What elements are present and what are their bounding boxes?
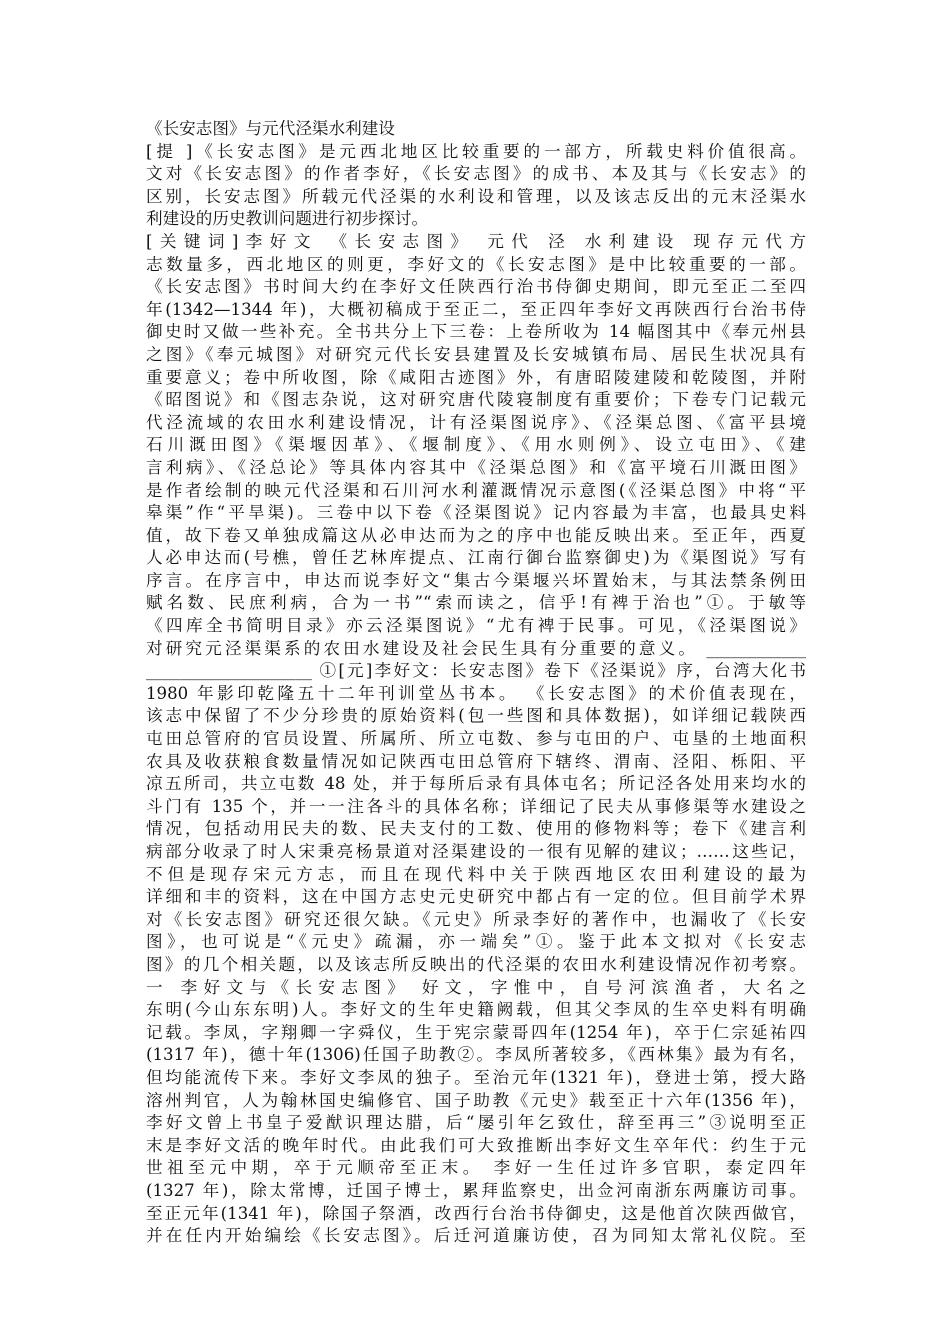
text-line: 一 李好文与《长安志图》 好文，字惟中，自号河滨渔者，大名之: [146, 977, 806, 997]
text-line: 不但是现存宋元方志，而且在现代料中关于陕西地区农田利建设的最为: [146, 864, 806, 884]
text-line: 是作者绘制的映元代泾渠和石川河水利灌溉情况示意图(《泾渠总图》中将“平: [146, 480, 806, 500]
text-line: 区别，长安志图》所载元代泾渠的水利设和管理，以及该志反出的元末泾渠水: [146, 186, 806, 206]
text-line: 序言。在序言中，申达而说李好文“集古今渠堰兴坏置始末，与其法禁条例田: [146, 570, 806, 590]
document-page: [146, 118, 806, 1248]
text-line: 人必申达而(号樵，曾任艺林库提点、江南行御台监察御史)为《渠图说》写有: [146, 548, 806, 568]
document-title: 《长安志图》与元代泾渠水利建设: [146, 119, 395, 138]
text-line: 图》，也可说是“《元史》疏漏，亦一端矣”①。鉴于此本文拟对《长安志: [146, 932, 806, 952]
text-line: 文对《长安志图》的作者李好，《长安志图》的成书、本及其与《长安志》的: [146, 164, 806, 184]
text-line: 对研究元泾渠渠系的农田水建设及社会民生具有分重要的意义。 ____________: [146, 638, 806, 658]
text-line: 图》的几个相关题，以及该志所反映出的代泾渠的农田水利建设情况作初考察。: [146, 954, 806, 974]
text-line: 石川溉田图》《渠堰因革》、《堰制度》、《用水则例》、设立屯田》、《建: [146, 435, 806, 455]
text-line: 详细和丰的资料，这在中国方志史元史研究中都占有一定的位。但目前学术界: [146, 887, 806, 907]
text-line: 斗门有 135 个，并一一注各斗的具体名称；详细记了民夫从事修渠等水建设之: [146, 796, 806, 816]
text-line: 并在任内开始编绘《长安志图》。后迁河道廉访使，召为同知太常礼仪院。至: [146, 1226, 806, 1246]
text-line: 《四库全书简明目录》亦云泾渠图说》“尤有裨于民事。可见，《泾渠图说》: [146, 616, 806, 636]
text-line: 东明(今山东东明)人。李好文的生年史籍阙载，但其父李凤的生卒史料有明确: [146, 1000, 806, 1020]
text-line: 末是李好文活的晚年时代。由此我们可大致推断出李好文生卒年代：约生于元: [146, 1135, 806, 1155]
text-line: 屯田总管府的官员设置、所属所、所立屯数、参与屯田的户、屯垦的土地面积: [146, 729, 806, 749]
text-line: ____________________ ①[元]李好文：长安志图》卷下《泾渠说》序，台湾大化书: [146, 661, 806, 681]
text-line: 病部分收录了时人宋秉亮杨景道对泾渠建设的一很有见解的建议；……这些记，: [146, 842, 806, 861]
text-line: 凉五所司，共立屯数 48 处，并于每所后录有具体屯名；所记泾各处用来均水的: [146, 774, 806, 794]
text-line: 对《长安志图》研究还很欠缺。《元史》所录李好的著作中，也漏收了《长安: [146, 909, 806, 929]
text-line: 1980 年影印乾隆五十二年刊训堂丛书本。 《长安志图》的术价值表现在，: [146, 683, 806, 703]
text-line: 志数量多，西北地区的则更，李好文的《长安志图》是中比较重要的一部。: [146, 254, 806, 274]
text-line: 年(1342—1344 年)，大概初稿成于至正二，至正四年李好文再陕西行台治书侍: [146, 299, 806, 319]
text-line: 利建设的历史教训问题进行初步探讨。: [146, 209, 429, 229]
text-line: 但均能流传下来。李好文李凤的独子。至治元年(1321 年)，登进士第，授大路: [146, 1067, 806, 1087]
text-line: 《长安志图》书时间大约在李好文任陕西行治书侍御史期间，即元至正二至四: [146, 277, 806, 297]
text-line: 情况，包括动用民夫的数、民夫支付的工数、使用的修物料等；卷下《建言利: [146, 819, 806, 839]
text-line: 记载。李凤，字翔卿一字舜仪，生于宪宗蒙哥四年(1254 年)，卒于仁宗延祐四: [146, 1022, 806, 1042]
text-line: 赋名数、民庶利病，合为一书”“索而读之，信乎!有裨于治也”①。于敏等: [146, 593, 806, 613]
text-line: (1317 年)，德十年(1306)任国子助教②。李凤所著较多，《西林集》最为有名，: [146, 1045, 806, 1065]
text-line: 言利病》、《泾总论》等具体内容其中《泾渠总图》和《富平境石川溉田图》: [146, 457, 806, 477]
text-line: 世祖至元中期，卒于元顺帝至正末。 李好一生任过许多官职，泰定四年: [146, 1158, 806, 1178]
text-line: 值，故下卷又单独成篇这从必申达而为之的序中也能反映出来。至正年，西夏: [146, 525, 806, 545]
text-line: 溶州判官，人为翰林国史编修官、国子助教《元史》载至正十六年(1356 年)，: [146, 1090, 806, 1110]
text-line: 该志中保留了不少分珍贵的原始资料(包一些图和具体数据)，如详细记载陕西: [146, 706, 806, 726]
text-line: [关键词]李好文 《长安志图》 元代 泾 水利建设 现存元代方: [146, 231, 806, 251]
text-line: (1327 年)，除太常博，迁国子博士，累拜监察史，出佥河南浙东两廉访司事。: [146, 1180, 806, 1200]
text-line: 代泾流域的农田水利建设情况，计有泾渠图说序》、《泾渠总图、《富平县境: [146, 412, 806, 432]
text-line: [提 ]《长安志图》是元西北地区比较重要的一部方，所载史料价值很高。: [146, 141, 806, 161]
text-line: 皋渠”作“平旱渠)。三卷中以下卷《泾渠图说》记内容最为丰富，也最具史料: [146, 503, 806, 523]
text-line: 重要意义；卷中所收图，除《咸阳古迹图》外，有唐昭陵建陵和乾陵图，并附: [146, 367, 806, 387]
text-line: 《昭图说》和《图志杂说，这对研究唐代陵寝制度有重要价；下卷专门记载元: [146, 390, 806, 410]
text-line: 至正元年(1341 年)，除国子祭酒，改西行台治书侍御史，这是他首次陕西做官，: [146, 1203, 806, 1223]
text-line: 之图》《奉元城图》对研究元代长安县建置及长安城镇布局、居民生状况具有: [146, 344, 806, 364]
text-line: 李好文曾上书皇子爱猷识理达腊，后“屡引年乞致仕，辞至再三”③说明至正: [146, 1113, 806, 1133]
text-line: 御史时又做一些补充。全书共分上下三卷：上卷所收为 14 幅图其中《奉元州县: [146, 322, 806, 342]
text-line: 农具及收获粮食数量情况如记陕西屯田总管府下辖终、渭南、泾阳、栎阳、平: [146, 751, 806, 771]
